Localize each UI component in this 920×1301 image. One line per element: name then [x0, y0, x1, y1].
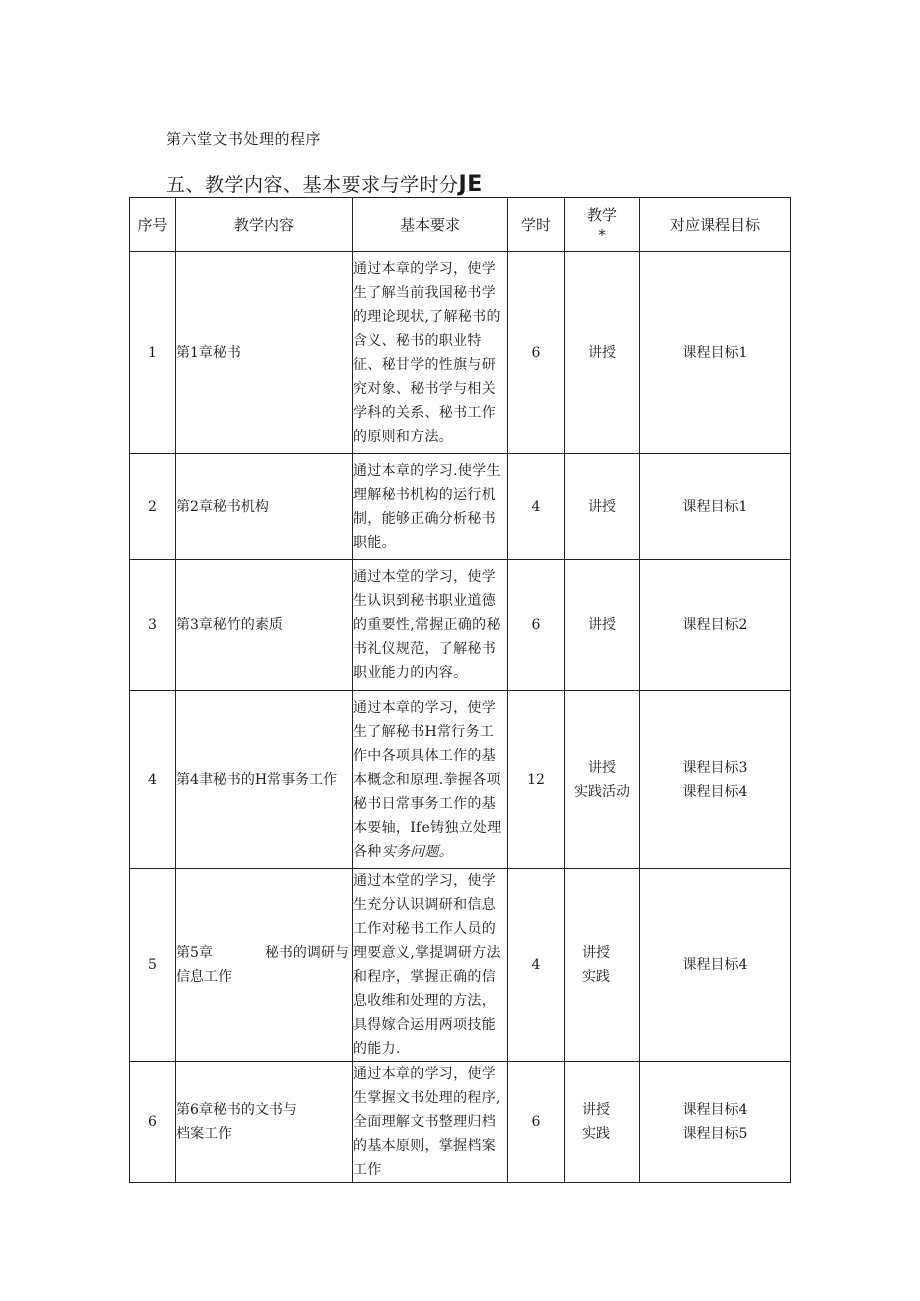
row-goal-line: 课程目标4: [682, 783, 748, 800]
row-content: 第4聿秘书的H常事务工作: [176, 691, 353, 869]
row-no: 6: [130, 1062, 176, 1183]
intro-line: 第六堂文书处理的程序: [166, 130, 322, 148]
table-row: [130, 691, 791, 869]
row-goal-line: 课程目标1: [682, 344, 748, 361]
row-method-line: 讲授实践: [582, 1102, 610, 1142]
row-goal: [640, 560, 791, 691]
table-header-row: [130, 198, 791, 252]
row-goal-line: 课程目标4: [682, 1102, 748, 1118]
row-hours: 4: [508, 454, 565, 560]
header-no: 序号: [130, 198, 176, 252]
row-goal: [640, 691, 791, 869]
row-goal-line: 课程目标5: [682, 1126, 748, 1142]
row-goal: [640, 454, 791, 560]
row-content: 第2章秘书机构: [176, 454, 353, 560]
row-method: [565, 1062, 640, 1183]
header-method-line2: *: [598, 225, 606, 244]
row-goal: [640, 869, 791, 1062]
row-content: [176, 1062, 353, 1183]
row-content: 第1章秘书: [176, 252, 353, 454]
row-method: [565, 869, 640, 1062]
row-method-line: 讲授: [588, 344, 616, 361]
row-content-text: 第6章秘书的文书与档案工作: [176, 1102, 297, 1142]
section-heading: [166, 170, 483, 197]
row-requirement: 通过本章的学习，使学生了解当前我国秘书学的理论现状,了解秘书的含义、秘书的职业特征、秘甘学的性旗与研究对象、秘书学与相关学科的关系、秘书工作的原则和方法。: [353, 252, 508, 454]
row-goal: [640, 252, 791, 454]
header-method-line1: 教学: [586, 205, 617, 224]
row-content: [176, 869, 353, 1062]
row-goal-line: 课程目标4: [682, 957, 748, 973]
row-method-line: 实践活动: [574, 783, 630, 800]
row-no: 5: [130, 869, 176, 1062]
table-row: [130, 560, 791, 691]
row-hours: 6: [508, 560, 565, 691]
header-requirement: 基本要求: [353, 198, 508, 252]
table-row: [130, 252, 791, 454]
row-method-line: 讲授: [588, 759, 616, 776]
row-goal-line: 课程目标2: [682, 617, 748, 633]
header-goal: 对应课程目标: [640, 198, 791, 252]
row-content: 第3章秘竹的素质: [176, 560, 353, 691]
section-heading-text: 五、教学内容、基本要求与学时分: [166, 174, 459, 196]
row-no: 1: [130, 252, 176, 454]
row-method: [565, 454, 640, 560]
table-row: [130, 1062, 791, 1183]
row-requirement: 通过本章的学习，使学生掌握文书处理的程序,全面理解文书整理归档的基本原则，掌握档案工作: [353, 1062, 508, 1183]
curriculum-table: [129, 197, 791, 1183]
row-method-line: 讲授: [588, 498, 616, 515]
row-hours: 12: [508, 691, 565, 869]
row-goal: [640, 1062, 791, 1183]
row-content-title: 秘书的调研与信息工作: [176, 945, 349, 985]
row-requirement-italic: 实务问题。: [381, 843, 454, 860]
row-requirement-text: 通过本章的学习，使学生了解秘书H常行务工作中各项具体工作的基本概念和原理.拳握各项秘书日常事务工作的基本要轴，Ife铸独立处理各种: [353, 699, 502, 860]
header-hours: 学时: [508, 198, 565, 252]
row-method-line: 讲授实践: [582, 945, 610, 985]
row-requirement: 通过本堂的学习，使学生充分认识调研和信息工作对秘书工作人员的理要意义,掌提调研方法和程序，掌握正确的信息收维和处理的方法，具得嫁合运用两项技能的能力.: [353, 869, 508, 1062]
table-row: [130, 869, 791, 1062]
table-row: [130, 454, 791, 560]
header-method: [565, 198, 640, 252]
row-method: [565, 560, 640, 691]
row-no: 3: [130, 560, 176, 691]
row-requirement: [353, 691, 508, 869]
row-goal-line: 课程目标3: [682, 759, 748, 776]
row-hours: 6: [508, 1062, 565, 1183]
row-hours: 6: [508, 252, 565, 454]
row-requirement: 通过本章的学习.使学生理解秘书机构的运行机制，能够正确分析秘书职能。: [353, 454, 508, 560]
section-heading-suffix: JE: [458, 172, 483, 197]
row-method-line: 讲授: [588, 617, 616, 633]
row-no: 2: [130, 454, 176, 560]
row-no: 4: [130, 691, 176, 869]
row-requirement: 通过本堂的学习，使学生认识到秘书职业道德的重要性,常握正确的秘书礼仪规范，了解秘书职业能力的内容。: [353, 560, 508, 691]
row-goal-line: 课程目标1: [682, 498, 748, 515]
row-method: [565, 691, 640, 869]
header-content: 教学内容: [176, 198, 353, 252]
row-hours: 4: [508, 869, 565, 1062]
row-method: [565, 252, 640, 454]
row-content-chapter: 第5章: [176, 945, 213, 961]
